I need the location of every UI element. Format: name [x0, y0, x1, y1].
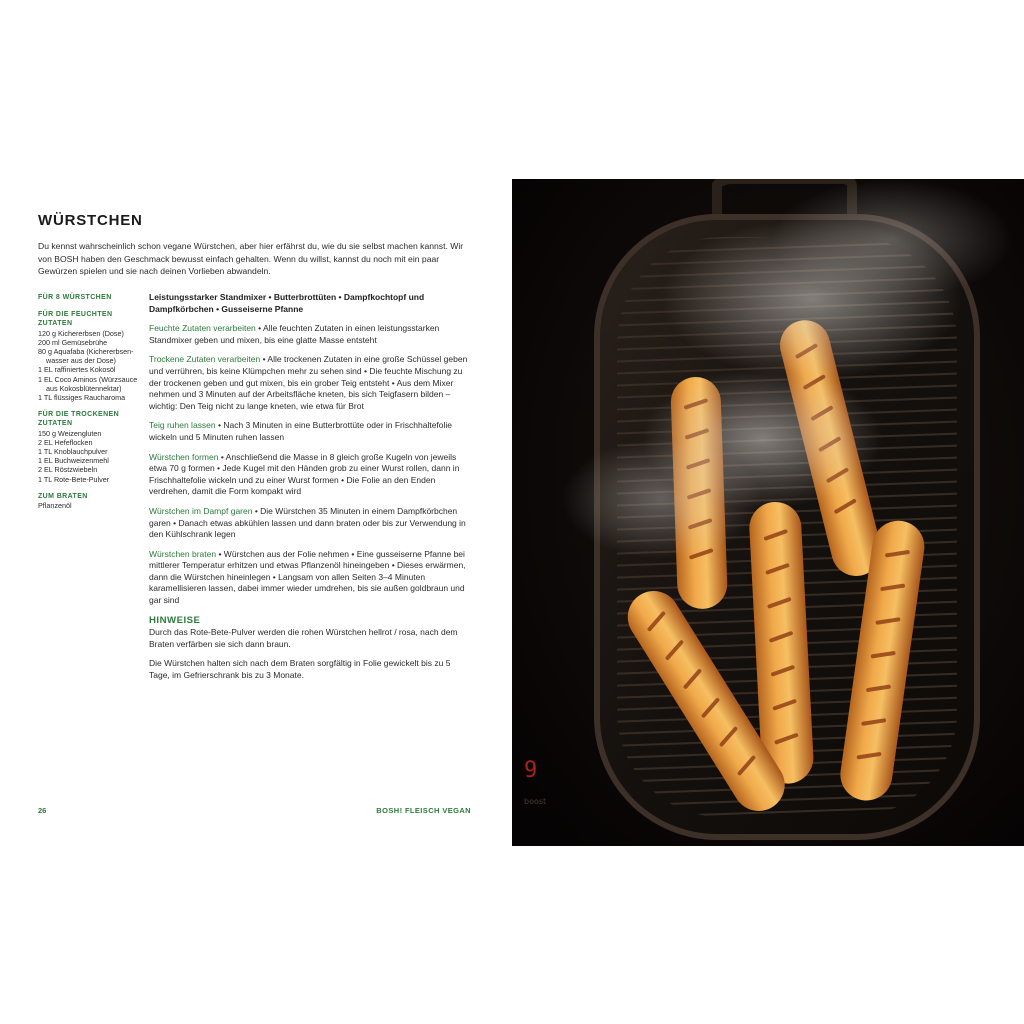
hint-paragraph: Die Würstchen halten sich nach dem Braten sorgfältig in Folie gewickelt bis zu 5 Tage, im Gefrierschrank bis zu 3 Monate.	[149, 658, 451, 681]
wet-ingredients-heading: FÜR DIE FEUCHTEN ZUTATEN	[38, 311, 113, 328]
page-number: 26	[38, 806, 47, 815]
hints-heading: HINWEISE	[149, 614, 201, 626]
ingredient-item: 2 EL Röstzwiebeln	[38, 465, 98, 475]
ingredients-sidebar	[38, 293, 144, 510]
ingredient-item: 1 TL Knoblauchpulver	[38, 447, 108, 457]
step-heading: Teig ruhen lassen	[149, 420, 216, 431]
step-heading: Trockene Zutaten verarbeiten	[149, 354, 261, 365]
hint-paragraph: Durch das Rote-Bete-Pulver werden die rohen Würstchen hellrot / rosa, nach dem Braten verfärben sie sich dann braun.	[149, 627, 458, 649]
step-heading: Würstchen im Dampf garen	[149, 505, 253, 516]
ingredient-item: 1 EL Buchweizenmehl	[38, 456, 109, 466]
ingredient-item: 150 g Weizengluten	[38, 428, 102, 438]
equipment-list: Leistungsstarker Standmixer • Butterbrottüten • Dampfkochtopf und Dampfkörbchen • Gusseiserne Pfanne	[149, 292, 425, 314]
method-step	[149, 452, 471, 498]
grilled-sausages-photo	[512, 179, 1024, 846]
ingredient-item: Pflanzenöl	[38, 501, 72, 511]
step-text: • Nach 3 Minuten in eine Butterbrottüte oder in Frischhaltefolie wickeln und 5 Minuten ruhen lassen	[149, 420, 453, 442]
method-column	[149, 292, 471, 690]
ingredient-item: 1 EL Coco Aminos (Würzsauce	[38, 374, 138, 384]
method-step	[149, 420, 471, 443]
ingredient-item: 1 TL flüssiges Raucharoma	[38, 393, 126, 403]
step-text: • Anschließend die Masse in 8 gleich große Kugeln von jeweils etwa 70 g formen • Jede Kugel mit den Händen grob zu einer Wurst rollen, dann in Frischhaltefolie wickeln und zu einer Wurst formen • Die Folie an den Enden verdrehen, damit die Form kompakt wird	[149, 451, 460, 497]
step-text: • Die Würstchen 35 Minuten in einem Dampfkörbchen garen • Danach etwas abkühlen lassen und dann braten oder bis zur Verwendung in den Kühlschrank legen	[149, 505, 466, 540]
stove-label: boost	[524, 797, 547, 806]
intro-text: Du kennst wahrscheinlich schon vegane Würstchen, aber hier erfährst du, wie du sie selbst machen kannst. Wir von BOSH haben den Geschmack bewusst einfach gehalten. Wenn du willst, kannst du noch mit ein paar Gewürzen spielen und sie nach deinen Vorlieben abwandeln.	[38, 241, 464, 276]
step-heading: Würstchen formen	[149, 451, 219, 462]
servings-heading: FÜR 8 WÜRSTCHEN	[38, 294, 112, 301]
ingredient-item: 200 ml Gemüsebrühe	[38, 337, 108, 347]
method-step	[149, 506, 471, 541]
step-heading: Feuchte Zutaten verarbeiten	[149, 323, 256, 334]
ingredient-item: 80 g Aquafaba (Kichererbsen-	[38, 347, 134, 357]
dry-ingredients-heading: FÜR DIE TROCKENEN ZUTATEN	[38, 411, 120, 428]
ingredient-item: wasser aus der Dose)	[46, 356, 116, 366]
method-step	[149, 549, 471, 607]
ingredient-item: 1 TL Rote-Bete-Pulver	[38, 474, 110, 484]
frying-heading: ZUM BRATEN	[38, 492, 88, 500]
ingredient-item: 2 EL Hefeflocken	[38, 437, 93, 447]
method-step	[149, 323, 471, 346]
book-title-footer: BOSH! FLEISCH VEGAN	[376, 806, 471, 815]
step-heading: Würstchen braten	[149, 548, 217, 559]
method-step	[149, 354, 471, 412]
stove-digit: 9	[524, 758, 538, 783]
step-text: • Würstchen aus der Folie nehmen • Eine gusseiserne Pfanne bei mittlerer Temperatur erhitzen und etwas Pflanzenöl hineingeben • Dieses erwärmen, dann die Würstchen hineinlegen • Langsam von allen Seiten 3–4 Minuten karamellisieren lassen, dabei immer wieder umdrehen, bis sie außen goldbraun und gar sind	[149, 548, 466, 606]
step-text: • Alle trockenen Zutaten in eine große Schüssel geben und verrühren, bis keine Klümpchen mehr zu sehen sind • Die feuchte Mischung zu der trockenen geben und gut mixen, bis ein grober Teig entsteht • Aus dem Mixer nehmen und 3 Minuten auf der Arbeitsfläche kneten, bis sich Teigfasern bilden – wichtig: Den Teig nicht zu lange kneten, wie etwa für Brot	[149, 354, 468, 411]
step-text: • Alle feuchten Zutaten in einen leistungsstarken Standmixer geben und mixen, bis eine glatte Masse entsteht	[149, 323, 440, 345]
ingredient-item: aus Kokosblütennektar)	[46, 383, 122, 393]
ingredient-item: 120 g Kichererbsen (Dose)	[38, 328, 124, 338]
page-title: WÜRSTCHEN	[38, 212, 143, 229]
ingredient-item: 1 EL raffiniertes Kokosöl	[38, 365, 116, 375]
